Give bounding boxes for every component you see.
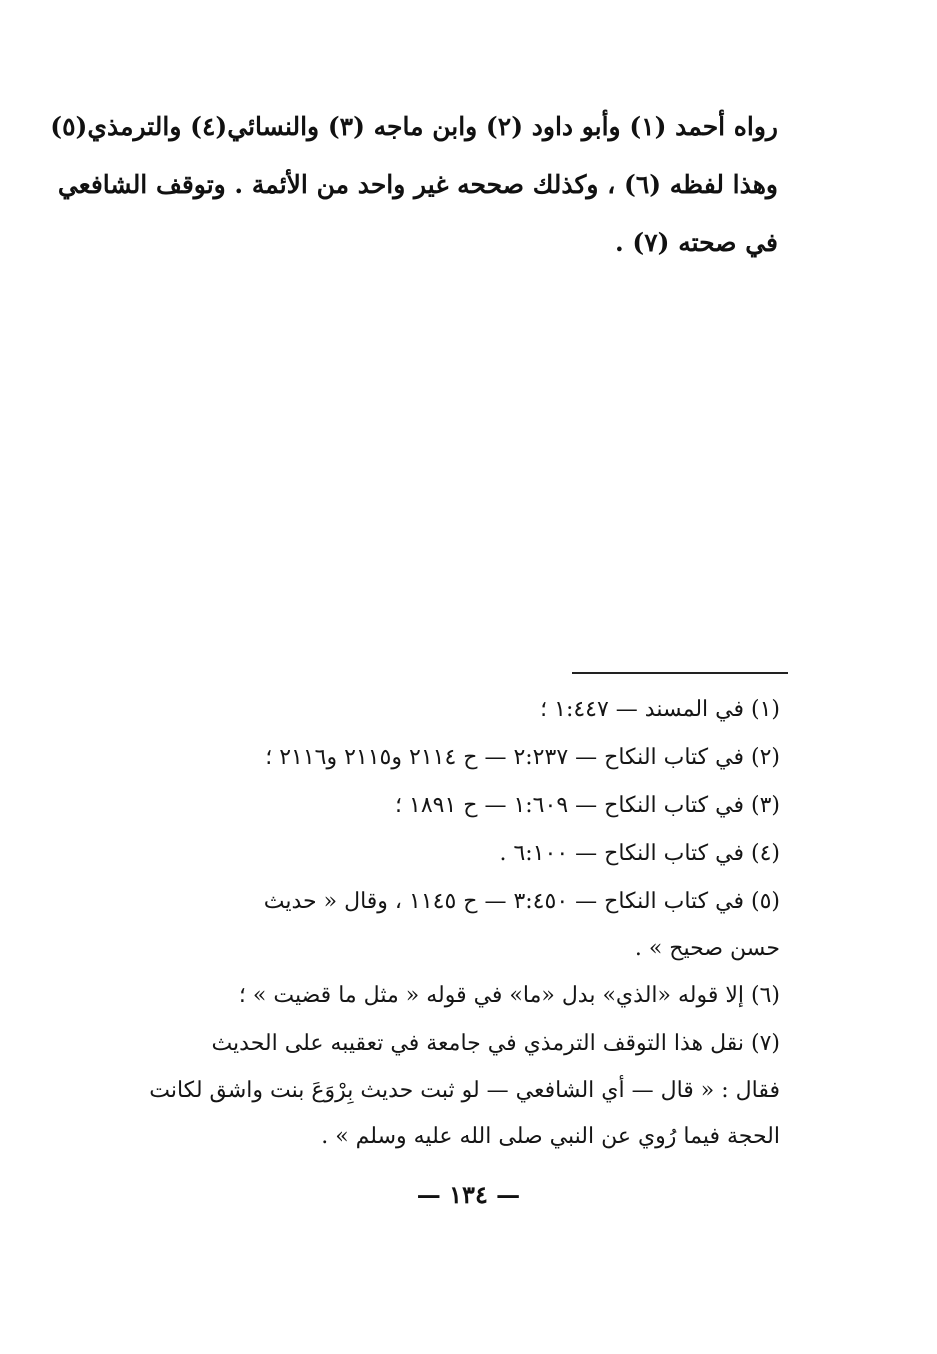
footnote-line: (٣) في كتاب النكاح — ١:٦٠٩ — ح ١٨٩١ ؛ [395,793,780,818]
main-text-line: في صحته (٧) . [614,228,778,257]
footnote-line: (٥) في كتاب النكاح — ٣:٤٥٠ — ح ١١٤٥ ، وقال « حديث [263,889,780,914]
footnote-line: الحجة فيما رُوي عن النبي صلى الله عليه وسلم » . [321,1124,780,1149]
footnote-line: حسن صحيح » . [634,936,780,961]
footnote-line: (٢) في كتاب النكاح — ٢:٢٣٧ — ح ٢١١٤ و٢١١٥ و٢١١٦ ؛ [265,745,780,770]
main-text [50,98,778,272]
footnote-7 [130,1020,780,1160]
footnote-4 [130,830,780,878]
footnote-6 [130,972,780,1020]
footnote-1 [130,686,780,734]
page-number: — ١٣٤ — [416,1180,521,1209]
footnote-3 [130,782,780,830]
footnote-line: (١) في المسند — ١:٤٤٧ ؛ [540,697,780,722]
footnote-line: (٦) إلا قوله «الذي» بدل «ما» في قوله « مثل ما قضيت » ؛ [238,983,780,1008]
main-text-line: وهذا لفظه (٦) ، وكذلك صححه غير واحد من الأئمة . وتوقف الشافعي [57,170,778,199]
footnote-line: (٤) في كتاب النكاح — ٦:١٠٠ . [499,841,780,866]
footnote-divider [572,672,788,674]
footnotes [130,686,780,1160]
footnote-5 [130,878,780,972]
main-text-line: رواه أحمد (١) وأبو داود (٢) وابن ماجه (٣) والنسائي(٤) والترمذي(٥) [50,112,778,141]
footnote-2 [130,734,780,782]
footnote-line: (٧) نقل هذا التوقف الترمذي في جامعة في تعقيبه على الحديث [211,1031,780,1056]
footnote-line: فقال : « قال — أي الشافعي — لو ثبت حديث بِرْوَعَ بنت واشق لكانت [149,1078,780,1103]
